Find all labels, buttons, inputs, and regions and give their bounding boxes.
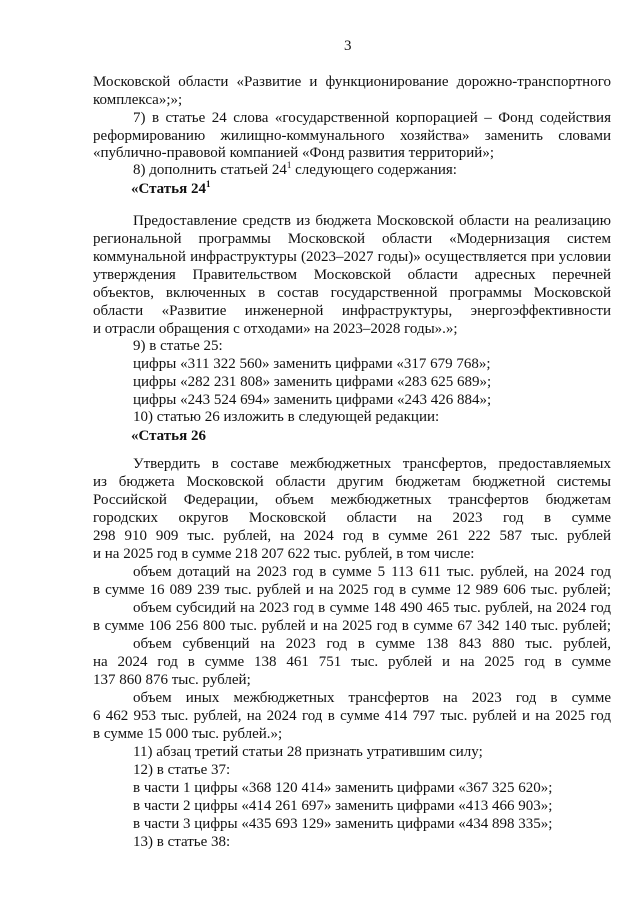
text-line: в части 2 цифры «414 261 697» заменить цифрами «413 466 903»; bbox=[133, 798, 553, 814]
text-line: Московской области «Развитие и функционирование дорожно-транспортного bbox=[93, 74, 611, 90]
text-line: на 2024 год в сумме 138 461 751 тыс. рублей и на 2025 год в сумме bbox=[93, 654, 611, 670]
text-line: 9) в статье 25: bbox=[133, 338, 223, 354]
text-line: 13) в статье 38: bbox=[133, 834, 231, 850]
text-line: городских округов Московской области на 2023 год в сумме bbox=[93, 510, 611, 526]
text-line: объем субсидий на 2023 год в сумме 148 490 465 тыс. рублей, на 2024 год bbox=[133, 600, 611, 616]
text-line: объем иных межбюджетных трансфертов на 2023 год в сумме bbox=[133, 690, 611, 706]
text-line: цифры «311 322 560» заменить цифрами «317 679 768»; bbox=[133, 356, 491, 372]
text-line: 12) в статье 37: bbox=[133, 762, 231, 778]
text-line: 10) статью 26 изложить в следующей редакции: bbox=[133, 409, 440, 425]
text-line: объектов, включенных в состав государственной программы Московской bbox=[93, 285, 611, 301]
text-line: 298 910 909 тыс. рублей, на 2024 год в сумме 261 222 587 тыс. рублей bbox=[93, 528, 611, 544]
text-segment: 8) дополнить статьей 24 bbox=[133, 162, 287, 178]
page-number: 3 bbox=[344, 38, 352, 54]
text-line: коммунальной инфраструктуры (2023–2027 годы)» осуществляется при условии bbox=[93, 249, 611, 265]
text-line: региональной программы Московской области «Модернизация систем bbox=[93, 231, 611, 247]
text-line: «публично-правовой компанией «Фонд развития территорий»; bbox=[93, 145, 495, 161]
text-line: и отрасли обращения с отходами» на 2023–2028 годы».»; bbox=[93, 321, 458, 337]
superscript: 1 bbox=[286, 160, 292, 170]
text-segment: следующего содержания: bbox=[291, 162, 457, 178]
text-line: Российской Федерации, объем межбюджетных трансфертов бюджетам bbox=[93, 492, 611, 508]
text-line: Утвердить в составе межбюджетных трансфертов, предоставляемых bbox=[133, 456, 611, 472]
text-line: из бюджета Московской области другим бюджетам бюджетной системы bbox=[93, 474, 611, 490]
article-heading bbox=[131, 180, 210, 198]
text-line: 6 462 953 тыс. рублей, на 2024 год в сумме 414 797 тыс. рублей и на 2025 год bbox=[93, 708, 611, 724]
text-line bbox=[133, 161, 457, 179]
text-line: 11) абзац третий статьи 28 признать утратившим силу; bbox=[133, 744, 483, 760]
text-line: объем субвенций на 2023 год в сумме 138 843 880 тыс. рублей, bbox=[133, 636, 611, 652]
text-line: и на 2025 год в сумме 218 207 622 тыс. рублей, в том числе: bbox=[93, 546, 475, 562]
text-line: в сумме 106 256 800 тыс. рублей и на 2025 год в сумме 67 342 140 тыс. рублей; bbox=[93, 618, 611, 634]
text-line: цифры «282 231 808» заменить цифрами «283 625 689»; bbox=[133, 374, 492, 390]
text-line: области «Развитие инженерной инфраструктуры, энергоэффективности bbox=[93, 303, 611, 319]
text-line: в сумме 15 000 тыс. рублей.»; bbox=[93, 726, 283, 742]
text-line: Предоставление средств из бюджета Московской области на реализацию bbox=[133, 213, 611, 229]
text-line: объем дотаций на 2023 год в сумме 5 113 611 тыс. рублей, на 2024 год bbox=[133, 564, 611, 580]
text-line: комплекса»;»; bbox=[93, 92, 183, 108]
text-line: утверждения Правительством Московской области адресных перечней bbox=[93, 267, 611, 283]
text-line: реформированию жилищно-коммунального хозяйства» заменить словами bbox=[93, 128, 611, 144]
text-line: в части 1 цифры «368 120 414» заменить цифрами «367 325 620»; bbox=[133, 780, 553, 796]
superscript: 1 bbox=[205, 179, 211, 189]
text-line: цифры «243 524 694» заменить цифрами «243 426 884»; bbox=[133, 392, 492, 408]
article-heading: «Статья 26 bbox=[131, 428, 206, 444]
text-line: в сумме 16 089 239 тыс. рублей и на 2025 год в сумме 12 989 606 тыс. рублей; bbox=[93, 582, 611, 598]
article-heading-text: «Статья 24 bbox=[131, 181, 206, 197]
text-line: 7) в статье 24 слова «государственной корпорацией – Фонд содействия bbox=[133, 110, 611, 126]
text-line: в части 3 цифры «435 693 129» заменить цифрами «434 898 335»; bbox=[133, 816, 553, 832]
text-line: 137 860 876 тыс. рублей; bbox=[93, 672, 251, 688]
